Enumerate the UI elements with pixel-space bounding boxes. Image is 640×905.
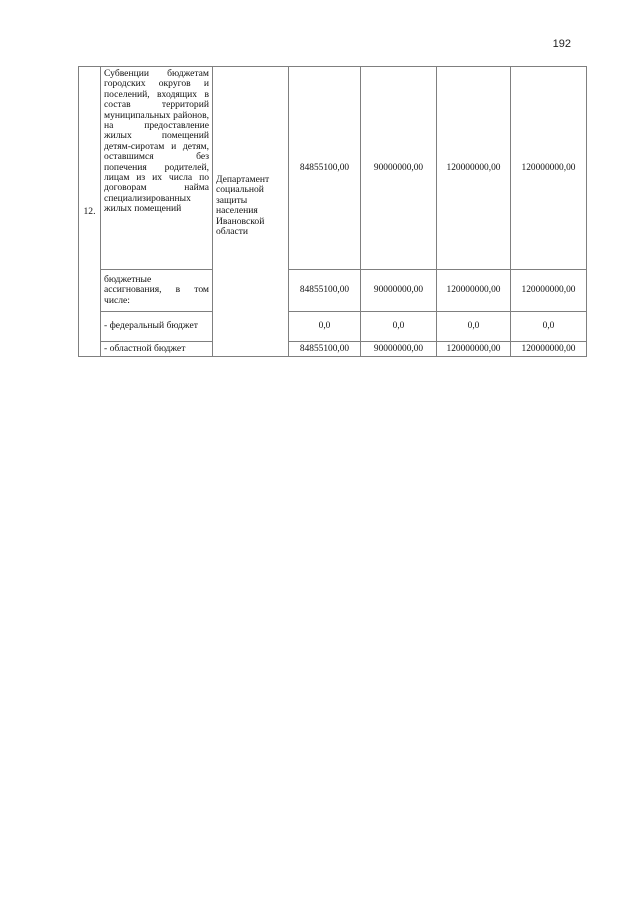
allocations-year-2: 90000000,00: [361, 270, 437, 312]
federal-budget-label: - федеральный бюджет: [101, 312, 213, 342]
allocations-year-1: 84855100,00: [289, 270, 361, 312]
row-number: 12.: [79, 67, 101, 357]
amount-year-1: 84855100,00: [289, 67, 361, 270]
regional-budget-label: - областной бюджет: [101, 342, 213, 357]
amount-year-2: 90000000,00: [361, 67, 437, 270]
federal-year-1: 0,0: [289, 312, 361, 342]
allocations-year-4: 120000000,00: [511, 270, 587, 312]
page-number: 192: [552, 38, 571, 50]
regional-year-2: 90000000,00: [361, 342, 437, 357]
budget-table-container: [78, 66, 586, 357]
federal-year-3: 0,0: [437, 312, 511, 342]
amount-year-4: 120000000,00: [511, 67, 587, 270]
table-row-federal: [79, 312, 587, 342]
federal-year-4: 0,0: [511, 312, 587, 342]
allocations-year-3: 120000000,00: [437, 270, 511, 312]
allocations-label: бюджетные ассигнования, в том числе:: [101, 270, 213, 312]
table-row-regional: [79, 342, 587, 357]
regional-year-4: 120000000,00: [511, 342, 587, 357]
budget-table: [78, 66, 587, 357]
subvention-description: Субвенции бюджетам городских округов и поселений, входящих в состав территорий муниципальных районов, на предоставление жилых помещений детям-сиротам и детям, оставшимся без попечения родителей, лицам из их числа по договорам найма специализированных жилых помещений: [101, 67, 213, 270]
regional-year-3: 120000000,00: [437, 342, 511, 357]
federal-year-2: 0,0: [361, 312, 437, 342]
amount-year-3: 120000000,00: [437, 67, 511, 270]
regional-year-1: 84855100,00: [289, 342, 361, 357]
table-row-main: [79, 67, 587, 270]
table-row-allocations: [79, 270, 587, 312]
department-cell: Департамент социальной защиты населения Ивановской области: [213, 67, 289, 357]
